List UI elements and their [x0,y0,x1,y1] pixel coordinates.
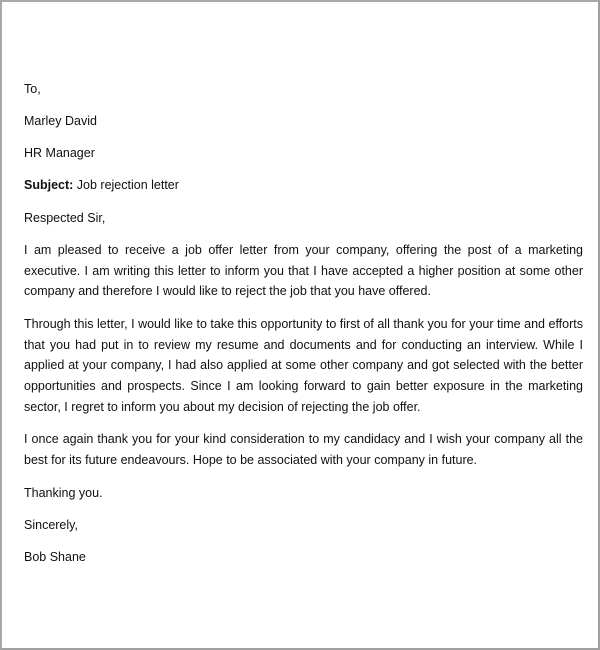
subject-value: Job rejection letter [73,178,179,192]
paragraph-3: I once again thank you for your kind consideration to my candidacy and I wish your company all the best for its future endeavours. Hope to be associated with your company in future. [24,432,583,467]
sender-name: Bob Shane [24,550,86,564]
recipient-name: Marley David [24,114,97,128]
paragraph-1: I am pleased to receive a job offer letter from your company, offering the post of a marketing executive. I am writing this letter to inform you that I have accepted a higher position at some other company and therefore I would like to reject the job that you have offered. [24,243,583,299]
subject-label: Subject: [24,178,74,192]
greeting: Respected Sir, [24,211,106,225]
closing-thanks: Thanking you. [24,486,103,500]
subject-line [24,177,179,193]
salutation-to: To, [24,82,41,96]
recipient-title: HR Manager [24,146,95,160]
closing: Sincerely, [24,518,78,532]
paragraph-2: Through this letter, I would like to take this opportunity to first of all thank you for your time and efforts that you had put in to review my resume and documents and for conducting an interview. While I applied at your company, I had also applied at some other company and got selected with the better opportunities and prospects. Since I am looking forward to gain better exposure in the marketing sector, I regret to inform you about my decision of rejecting the job offer. [24,317,583,414]
